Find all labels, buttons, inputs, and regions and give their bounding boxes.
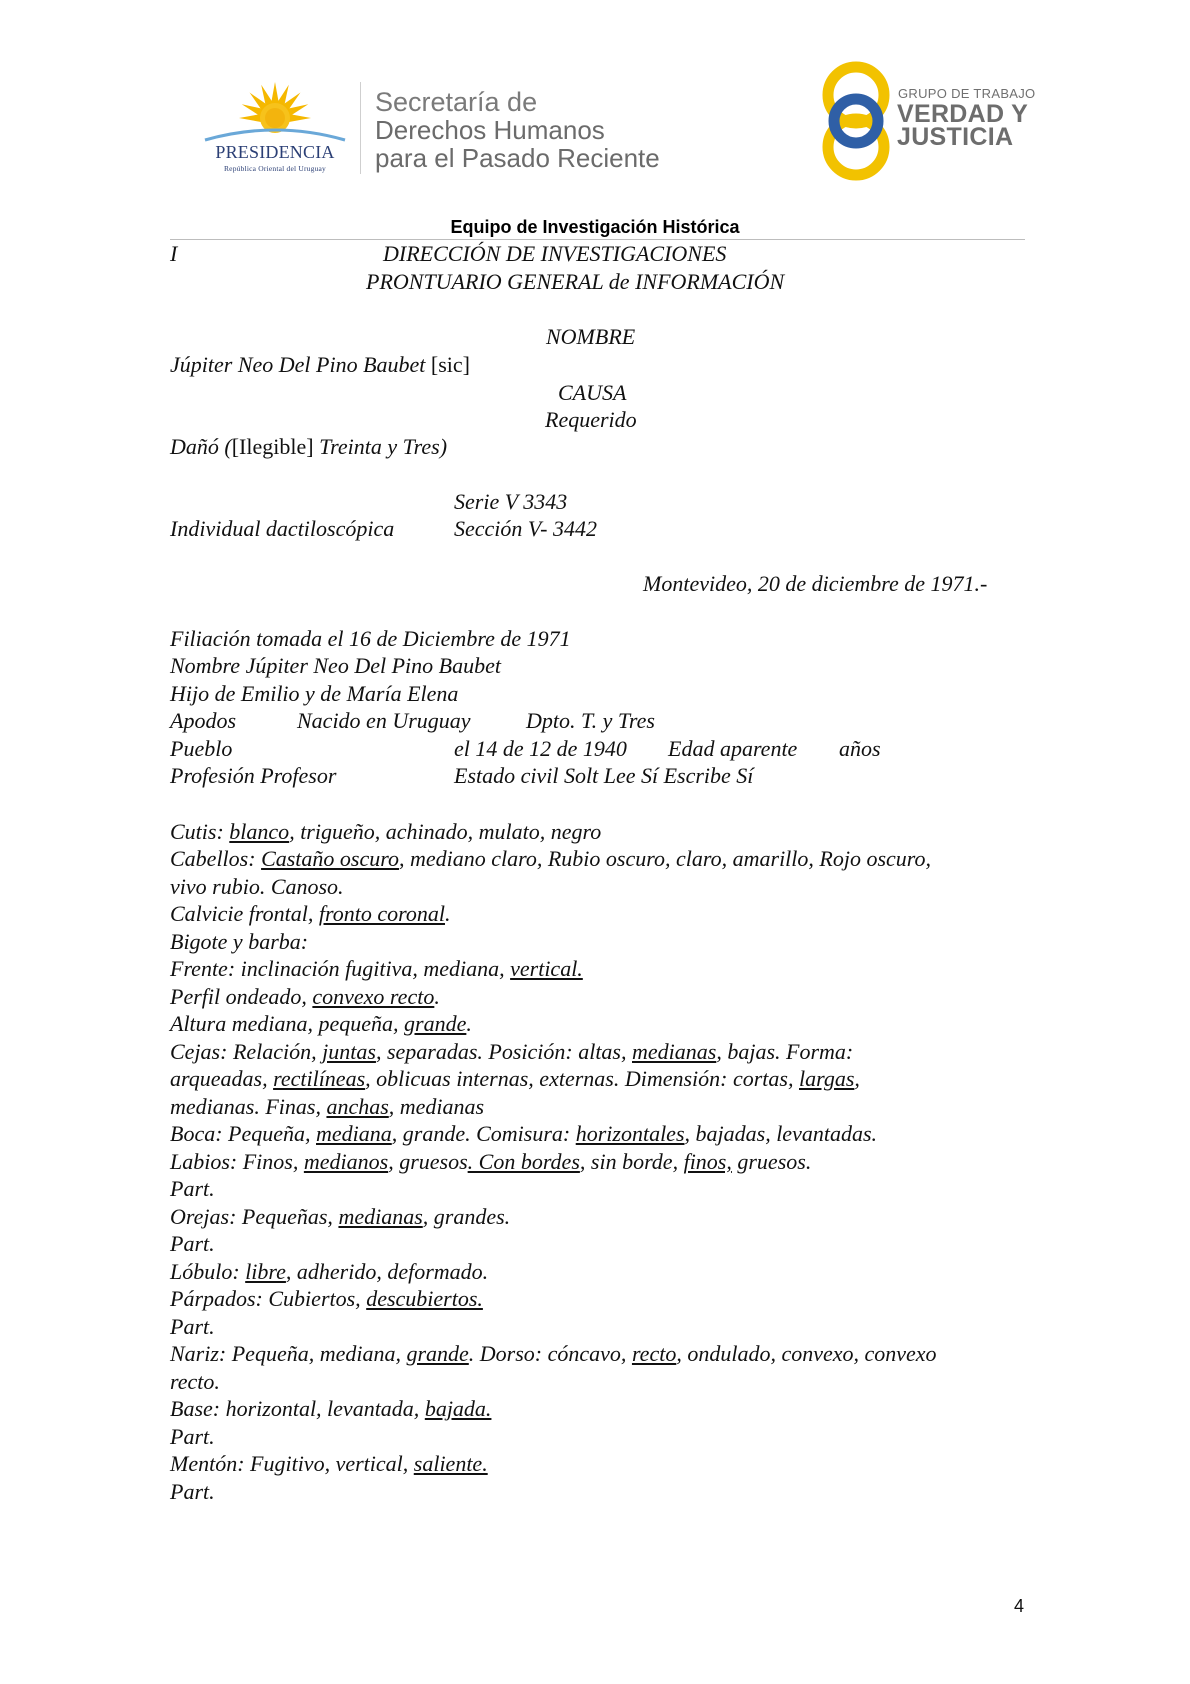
menton-selected: saliente. bbox=[413, 1451, 488, 1476]
boca-text-c: , bajadas, levantadas. bbox=[684, 1121, 878, 1146]
justicia-label: JUSTICIA bbox=[897, 123, 1014, 151]
header-divider bbox=[360, 82, 361, 174]
cejas-selected-posicion: medianas bbox=[632, 1039, 717, 1064]
nariz-text-a: Nariz: Pequeña, mediana, bbox=[170, 1341, 407, 1366]
cejas3-text-a: medianas. Finas, bbox=[170, 1094, 327, 1119]
dano-text-c: Treinta y Tres) bbox=[313, 434, 448, 459]
frente-line bbox=[170, 956, 583, 982]
cejas-text-a: Cejas: Relación, bbox=[170, 1039, 323, 1064]
heading-rule bbox=[170, 239, 1025, 240]
presidencia-logo bbox=[195, 80, 355, 175]
cejas3-text-b: , medianas bbox=[388, 1094, 485, 1119]
cabellos-selected: Castaño oscuro bbox=[261, 846, 399, 871]
apodos-label: Apodos bbox=[170, 708, 236, 733]
nombre-label: NOMBRE bbox=[546, 324, 636, 349]
page-header bbox=[0, 0, 1190, 215]
departamento: Dpto. T. y Tres bbox=[526, 708, 655, 733]
nariz-selected: grande bbox=[406, 1341, 469, 1366]
nariz-line bbox=[170, 1341, 937, 1367]
fecha-lugar: Montevideo, 20 de diciembre de 1971.- bbox=[643, 571, 988, 596]
part-line: Part. bbox=[170, 1231, 215, 1256]
presidencia-name: PRESIDENCIA bbox=[215, 142, 335, 162]
frente-text: Frente: inclinación fugitiva, mediana, bbox=[170, 956, 511, 981]
calvicie-end: . bbox=[444, 901, 451, 926]
bigote-line: Bigote y barba: bbox=[170, 929, 309, 954]
labios-text-b: , gruesos bbox=[388, 1149, 468, 1174]
sic-mark: [sic] bbox=[430, 352, 470, 377]
roman-numeral: I bbox=[170, 241, 178, 266]
edad-aparente: Edad aparente bbox=[668, 736, 798, 761]
orejas-line bbox=[170, 1204, 510, 1230]
base-line bbox=[170, 1396, 491, 1422]
perfil-end: . bbox=[434, 984, 440, 1009]
bordes-finos-selected: finos, bbox=[683, 1149, 732, 1174]
nariz-text-c: , ondulado, convexo, convexo bbox=[676, 1341, 937, 1366]
base-text: Base: horizontal, levantada, bbox=[170, 1396, 425, 1421]
seccion: Sección V- 3442 bbox=[454, 516, 597, 541]
cejas2-text-a: arqueadas, bbox=[170, 1066, 274, 1091]
anos-label: años bbox=[839, 736, 881, 761]
boca-text-b: , grande. Comisura: bbox=[391, 1121, 576, 1146]
fecha-nacimiento: el 14 de 12 de 1940 bbox=[454, 736, 627, 761]
part-line: Part. bbox=[170, 1424, 215, 1449]
secretaria-wordmark bbox=[375, 88, 660, 172]
individual-dactiloscopica: Individual dactiloscópica bbox=[170, 516, 395, 541]
labios-text-d: gruesos. bbox=[731, 1149, 812, 1174]
cejas-text-b: , separadas. Posición: altas, bbox=[375, 1039, 632, 1064]
altura-end: . bbox=[466, 1011, 472, 1036]
cabellos-line-2: vivo rubio. Canoso. bbox=[170, 874, 344, 899]
perfil-line bbox=[170, 984, 440, 1010]
menton-line bbox=[170, 1451, 488, 1477]
calvicie-selected: fronto coronal bbox=[318, 901, 445, 926]
menton-text: Mentón: Fugitivo, vertical, bbox=[170, 1451, 414, 1476]
labios-line bbox=[170, 1149, 811, 1175]
lobulo-line bbox=[170, 1259, 488, 1285]
secretaria-line-3: para el Pasado Reciente bbox=[375, 143, 660, 173]
nariz-text-b: . Dorso: cóncavo, bbox=[468, 1341, 632, 1366]
cutis-selected: blanco bbox=[229, 819, 290, 844]
boca-selected: mediana bbox=[316, 1121, 392, 1146]
cutis-text: Cutis: bbox=[170, 819, 230, 844]
altura-text: Altura mediana, pequeña, bbox=[170, 1011, 405, 1036]
bordes-selected: . Con bordes bbox=[467, 1149, 580, 1174]
cabellos-options: , mediano claro, Rubio oscuro, claro, amarillo, Rojo oscuro, bbox=[398, 846, 932, 871]
grupo-label: GRUPO DE TRABAJO bbox=[898, 86, 1036, 101]
requerido: Requerido bbox=[545, 407, 637, 432]
cejas-line-3 bbox=[170, 1094, 484, 1120]
altura-selected: grande bbox=[404, 1011, 467, 1036]
presidencia-subtitle: República Oriental del Uruguay bbox=[223, 164, 326, 173]
page-number: 4 bbox=[1014, 1596, 1025, 1616]
sun-icon bbox=[195, 80, 355, 145]
filiacion-hijo: Hijo de Emilio y de María Elena bbox=[170, 681, 459, 706]
parpados-text: Párpados: Cubiertos, bbox=[170, 1286, 367, 1311]
cejas-selected-forma: rectilíneas bbox=[273, 1066, 366, 1091]
orejas-selected: medianas bbox=[338, 1204, 423, 1229]
parpados-selected: descubiertos. bbox=[366, 1286, 483, 1311]
cejas-selected-dimension: largas bbox=[799, 1066, 855, 1091]
cutis-line bbox=[170, 819, 601, 845]
boca-text-a: Boca: Pequeña, bbox=[170, 1121, 316, 1146]
direccion-line-2: PRONTUARIO GENERAL de INFORMACIÓN bbox=[366, 269, 785, 294]
boca-line bbox=[170, 1121, 877, 1147]
nacido-en: Nacido en Uruguay bbox=[297, 708, 471, 733]
perfil-selected: convexo recto bbox=[312, 984, 435, 1009]
cejas-line-2 bbox=[170, 1066, 860, 1092]
cejas-selected-ancho: anchas bbox=[326, 1094, 389, 1119]
direccion-line-1: DIRECCIÓN DE INVESTIGACIONES bbox=[383, 241, 727, 266]
dorso-selected: recto bbox=[631, 1341, 677, 1366]
cabellos-text: Cabellos: bbox=[170, 846, 262, 871]
cejas-selected-relacion: juntas bbox=[322, 1039, 376, 1064]
cejas2-text-c: , bbox=[854, 1066, 860, 1091]
verdad-label: VERDAD Y bbox=[897, 100, 1029, 128]
lobulo-selected: libre bbox=[245, 1259, 286, 1284]
filiacion-tomada: Filiación tomada el 16 de Diciembre de 1971 bbox=[170, 626, 571, 651]
comisura-selected: horizontales bbox=[575, 1121, 685, 1146]
part-line: Part. bbox=[170, 1314, 215, 1339]
dano-line bbox=[170, 434, 447, 460]
part-line: Part. bbox=[170, 1176, 215, 1201]
parpados-line bbox=[170, 1286, 483, 1312]
profesion: Profesión Profesor bbox=[170, 763, 337, 788]
serie: Serie V 3343 bbox=[454, 489, 568, 514]
dano-text-a: Dañó ( bbox=[170, 434, 232, 459]
orejas-options: , grandes. bbox=[422, 1204, 511, 1229]
estado-civil: Estado civil Solt Lee Sí Escribe Sí bbox=[454, 763, 754, 788]
orejas-text: Orejas: Pequeñas, bbox=[170, 1204, 339, 1229]
part-line: Part. bbox=[170, 1479, 215, 1504]
cutis-options: , trigueño, achinado, mulato, negro bbox=[289, 819, 602, 844]
calvicie-text: Calvicie frontal, bbox=[170, 901, 319, 926]
causa-label: CAUSA bbox=[558, 380, 627, 405]
labios-text-c: , sin borde, bbox=[579, 1149, 684, 1174]
cejas2-text-b: , oblicuas internas, externas. Dimensión: cortas, bbox=[365, 1066, 799, 1091]
filiacion-nombre: Nombre Júpiter Neo Del Pino Baubet bbox=[170, 653, 501, 678]
cabellos-line bbox=[170, 846, 931, 872]
frente-selected: vertical. bbox=[510, 956, 583, 981]
nariz-line-2: recto. bbox=[170, 1369, 220, 1394]
altura-line bbox=[170, 1011, 472, 1037]
lobulo-text: Lóbulo: bbox=[170, 1259, 246, 1284]
labios-selected: medianos bbox=[303, 1149, 389, 1174]
base-selected: bajada. bbox=[424, 1396, 492, 1421]
secretaria-line-2: Derechos Humanos bbox=[375, 115, 605, 145]
secretaria-line-1: Secretaría de bbox=[375, 87, 538, 117]
cejas-text-c: , bajas. Forma: bbox=[716, 1039, 854, 1064]
calvicie-line bbox=[170, 901, 450, 927]
pueblo-label: Pueblo bbox=[170, 736, 233, 761]
perfil-text: Perfil ondeado, bbox=[170, 984, 313, 1009]
nombre-value: Júpiter Neo Del Pino Baubet bbox=[170, 352, 426, 377]
team-heading: Equipo de Investigación Histórica bbox=[450, 217, 740, 237]
cejas-line-1 bbox=[170, 1039, 853, 1065]
nombre-line bbox=[170, 352, 470, 378]
lobulo-options: , adherido, deformado. bbox=[285, 1259, 489, 1284]
labios-text-a: Labios: Finos, bbox=[170, 1149, 304, 1174]
dano-illegible: [Ilegible] bbox=[231, 434, 314, 459]
